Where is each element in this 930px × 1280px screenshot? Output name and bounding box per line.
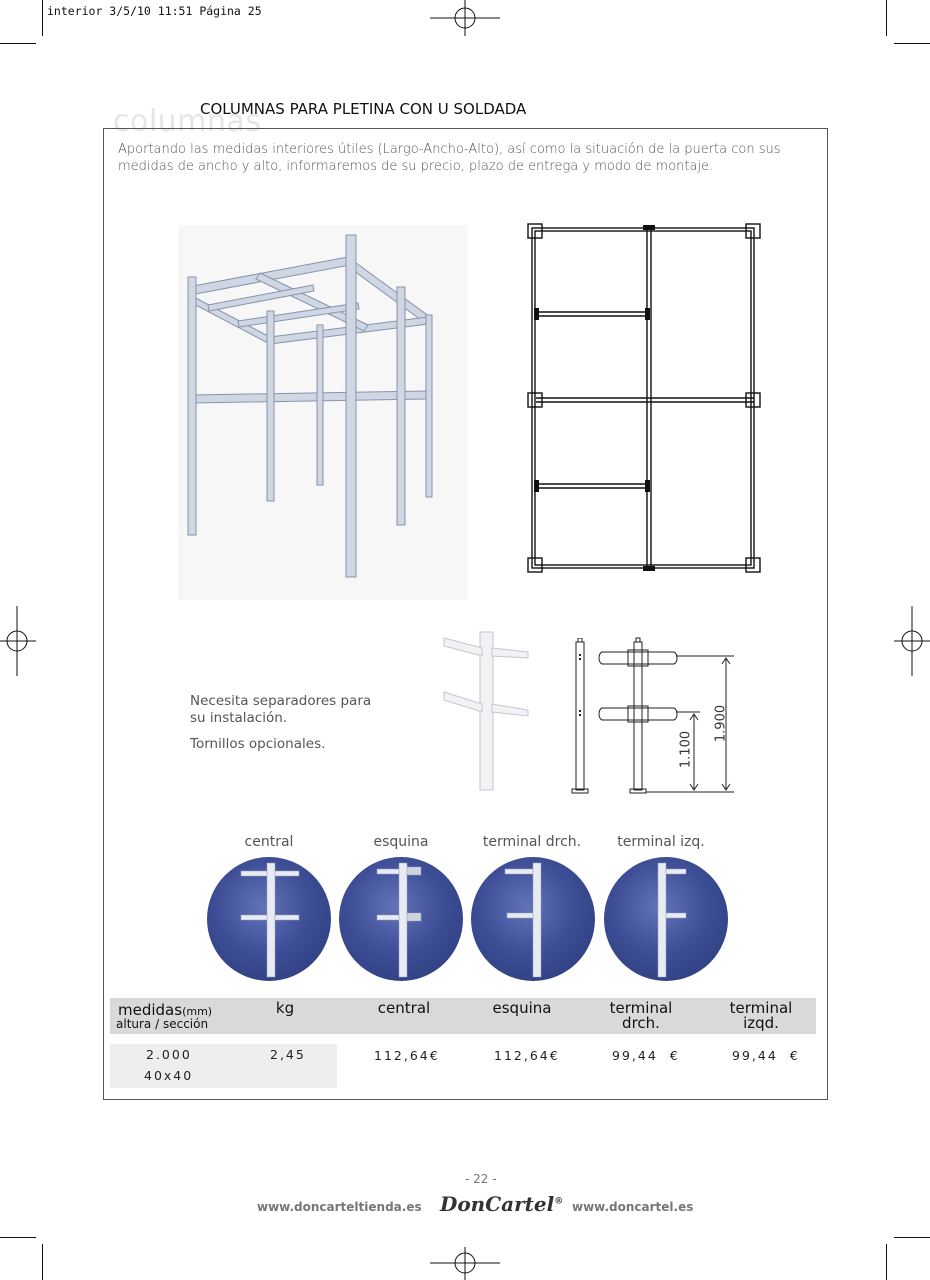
header-terminal-izqd-line1: terminal xyxy=(729,999,793,1017)
cell-kg: 2,45 xyxy=(270,1047,306,1062)
column-esquina-icon xyxy=(339,857,463,981)
note-line: Necesita separadores para xyxy=(190,693,372,709)
column-terminal-drch-icon xyxy=(471,857,595,981)
header-esquina: esquina xyxy=(492,999,552,1017)
header-terminal-drch-line2: drch. xyxy=(622,1014,660,1032)
footer-url-main[interactable]: www.doncartel.es xyxy=(572,1200,694,1214)
dimension-label-short: 1.100 xyxy=(678,730,694,769)
cell-altura: 2.000 xyxy=(146,1047,192,1062)
footer-url-shop[interactable]: www.doncarteltienda.es xyxy=(257,1200,422,1214)
header-medidas-unit: (mm) xyxy=(182,1005,213,1018)
registration-mark-icon xyxy=(430,0,500,36)
column-side-drawing xyxy=(570,638,590,794)
note-screws: Tornillos opcionales. xyxy=(190,736,326,752)
brand-logo xyxy=(440,1192,563,1216)
structure-plan-diagram xyxy=(526,222,764,576)
cell-terminal-drch: 99,44 € xyxy=(612,1048,680,1063)
intro-paragraph: Aportando las medidas interiores útiles (Largo-Ancho-Alto), así como la situación de la puerta con sus medidas de ancho y alto, informaremos de su precio, plazo de entrega y modo de montaje. xyxy=(118,142,781,174)
section-watermark: columnas xyxy=(113,104,262,139)
header-medidas-label: medidas xyxy=(118,1001,183,1019)
page-title: COLUMNAS PARA PLETINA CON U SOLDADA xyxy=(200,100,527,118)
brand-logo-text: DonCartel xyxy=(440,1192,555,1216)
cell-central: 112,64€ xyxy=(374,1048,440,1063)
crop-mark xyxy=(42,1244,43,1280)
cell-terminal-izqd: 99,44 € xyxy=(732,1048,800,1063)
variant-label-terminal-drch: terminal drch. xyxy=(482,834,582,850)
note-line: su instalación. xyxy=(190,710,288,726)
note-separators xyxy=(190,693,371,727)
header-terminal-izqd-line2: izqd. xyxy=(743,1014,779,1032)
header-altura-seccion: altura / sección xyxy=(116,1017,209,1031)
dimension-label-tall: 1.900 xyxy=(713,704,729,743)
variant-label-terminal-izq: terminal izq. xyxy=(617,834,705,850)
variant-photo-esquina xyxy=(339,857,463,981)
column-terminal-izq-icon xyxy=(604,857,728,981)
column-photo xyxy=(440,628,532,794)
price-table-header xyxy=(110,998,816,1034)
header-kg: kg xyxy=(275,999,295,1017)
registration-mark-icon xyxy=(0,606,36,676)
crop-mark xyxy=(894,43,930,44)
registration-mark-icon xyxy=(894,606,930,676)
crop-mark xyxy=(0,1237,36,1238)
crop-mark xyxy=(886,1244,887,1280)
cell-seccion: 40x40 xyxy=(144,1068,194,1083)
crop-mark xyxy=(894,1237,930,1238)
cell-esquina: 112,64€ xyxy=(494,1048,560,1063)
variant-label-esquina: esquina xyxy=(373,834,429,850)
registered-mark: ® xyxy=(554,1196,564,1207)
page-number: - 22 - xyxy=(465,1172,497,1186)
crop-mark xyxy=(886,0,887,36)
variant-photo-central xyxy=(207,857,331,981)
header-central: central xyxy=(377,999,431,1017)
registration-mark-icon xyxy=(430,1247,500,1280)
variant-photo-terminal-drch xyxy=(471,857,595,981)
variant-photo-terminal-izq xyxy=(604,857,728,981)
variant-label-central: central xyxy=(244,834,294,850)
header-terminal-drch xyxy=(596,1001,686,1031)
crop-mark xyxy=(0,43,36,44)
print-slug: interior 3/5/10 11:51 Página 25 xyxy=(47,4,262,18)
column-central-icon xyxy=(207,857,331,981)
crop-mark xyxy=(42,0,43,36)
header-terminal-izqd xyxy=(716,1001,806,1031)
header-terminal-drch-line1: terminal xyxy=(609,999,673,1017)
structure-3d-illustration xyxy=(178,225,468,600)
